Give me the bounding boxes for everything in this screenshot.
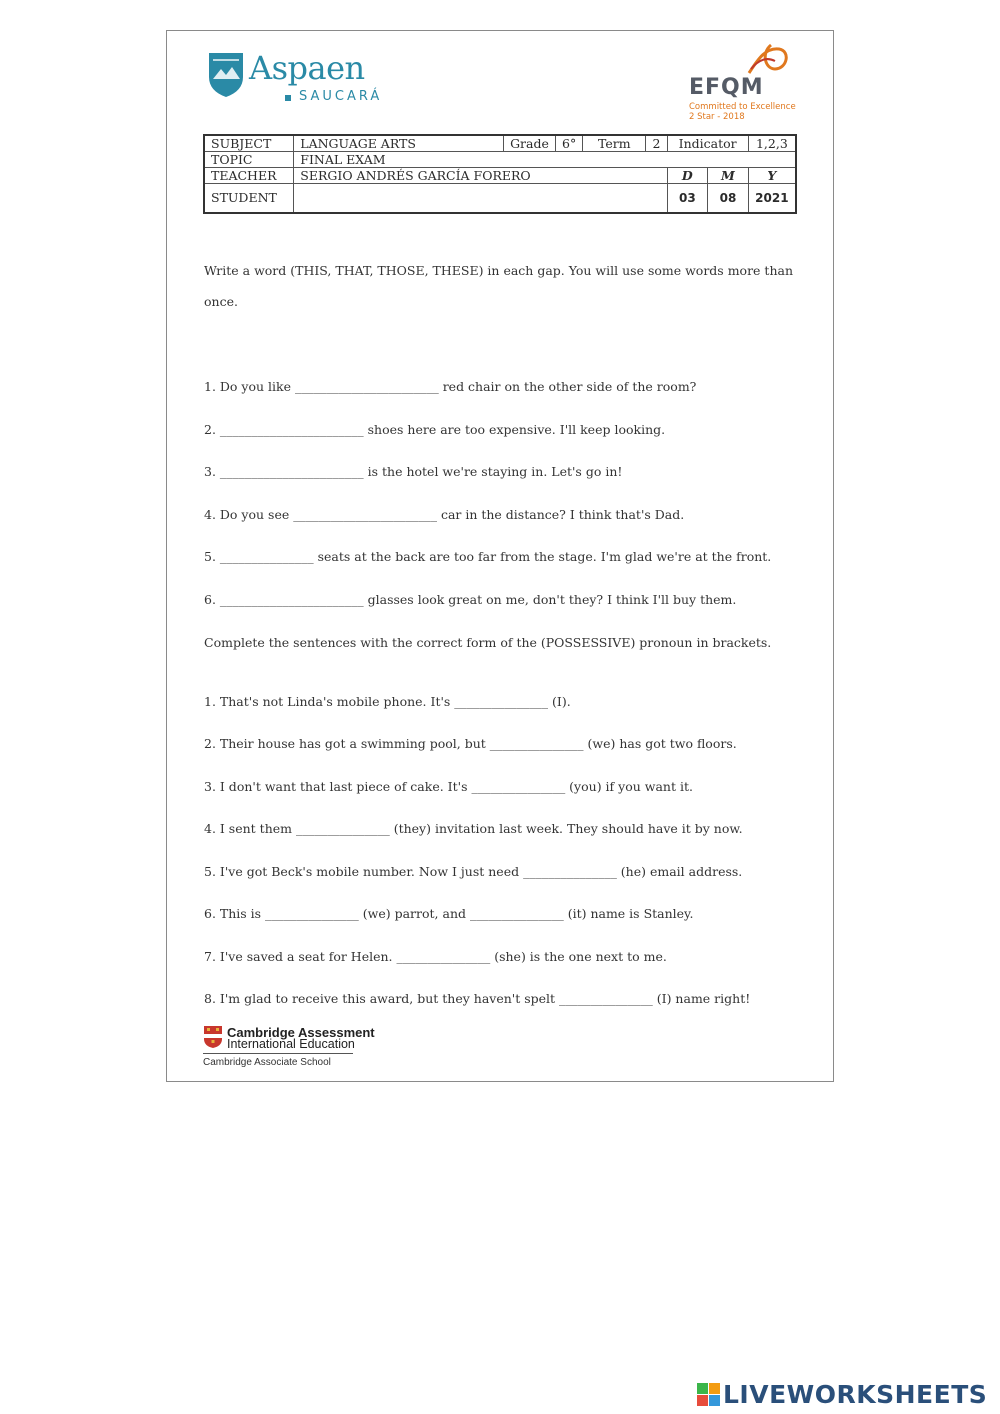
student-name-field[interactable] [294, 184, 667, 214]
exam-header-table [203, 134, 797, 214]
cambridge-shield-icon [203, 1025, 223, 1049]
efqm-tagline [689, 102, 796, 122]
year-label: Y [748, 168, 796, 184]
efqm-ribbon-icon [687, 39, 807, 79]
section2-instruction: Complete the sentences with the correct form of the (POSSESSIVE) pronoun in brackets. [204, 635, 772, 650]
section1-item: 3. _______________________ is the hotel we're staying in. Let's go in! [204, 464, 623, 479]
cambridge-subname: International Education [227, 1037, 355, 1051]
section2-item: 8. I'm glad to receive this award, but they haven't spelt _______________ (I) name right! [204, 991, 751, 1006]
section1-item: 2. _______________________ shoes here are too expensive. I'll keep looking. [204, 422, 666, 437]
section2-item: 6. This is _______________ (we) parrot, and _______________ (it) name is Stanley. [204, 906, 694, 921]
grade-value: 6° [555, 135, 582, 152]
section2-item: 3. I don't want that last piece of cake. It's _______________ (you) if you want it. [204, 779, 693, 794]
teacher-label: TEACHER [204, 168, 294, 184]
school-sub-dot [285, 95, 291, 101]
efqm-tag-line1: Committed to Excellence [689, 102, 796, 112]
indicator-label: Indicator [667, 135, 748, 152]
term-value: 2 [646, 135, 667, 152]
aspaen-logo [207, 49, 397, 109]
cambridge-logo [203, 1025, 403, 1071]
indicator-value: 1,2,3 [748, 135, 796, 152]
school-subname: SAUCARÁ [299, 89, 383, 104]
grade-label: Grade [503, 135, 555, 152]
topic-label: TOPIC [204, 152, 294, 168]
liveworksheets-logo [697, 1380, 997, 1410]
section1-instruction: Write a word (THIS, THAT, THOSE, THESE) in each gap. You will use some words more than once. [204, 263, 793, 309]
aspaen-shield-icon [207, 49, 245, 99]
subject-label: SUBJECT [204, 135, 294, 152]
section2-item: 2. Their house has got a swimming pool, but _______________ (we) has got two floors. [204, 736, 737, 751]
day-label: D [667, 168, 708, 184]
cambridge-divider [203, 1053, 353, 1054]
efqm-logo [687, 39, 807, 129]
month-label: M [708, 168, 749, 184]
worksheet-page [166, 30, 834, 1082]
date-year: 2021 [748, 184, 796, 214]
topic-value: FINAL EXAM [294, 152, 796, 168]
section1-item: 6. _______________________ glasses look great on me, don't they? I think I'll buy them. [204, 592, 737, 607]
efqm-name: EFQM [689, 75, 764, 100]
subject-value: LANGUAGE ARTS [294, 135, 504, 152]
term-label: Term [583, 135, 646, 152]
cambridge-associate: Cambridge Associate School [203, 1057, 331, 1068]
school-name: Aspaen [249, 49, 365, 87]
section2-item: 1. That's not Linda's mobile phone. It's _______________ (I). [204, 694, 571, 709]
teacher-value: SERGIO ANDRÉS GARCÍA FORERO [294, 168, 667, 184]
efqm-tag-line2: 2 Star - 2018 [689, 112, 745, 122]
section2-item: 4. I sent them _______________ (they) invitation last week. They should have it by now. [204, 821, 743, 836]
date-month: 08 [708, 184, 749, 214]
section1-item: 4. Do you see _______________________ car in the distance? I think that's Dad. [204, 507, 685, 522]
cambridge-name: Cambridge Assessment [227, 1025, 375, 1040]
liveworksheets-blocks-icon [697, 1383, 721, 1409]
liveworksheets-text: LIVEWORKSHEETS [723, 1380, 988, 1409]
section2-item: 7. I've saved a seat for Helen. _______________ (she) is the one next to me. [204, 949, 667, 964]
date-day: 03 [667, 184, 708, 214]
section1-item: 1. Do you like _______________________ red chair on the other side of the room? [204, 379, 697, 394]
student-label: STUDENT [204, 184, 294, 214]
section1-item: 5. _______________ seats at the back are too far from the stage. I'm glad we're at the front. [204, 549, 772, 564]
section2-item: 5. I've got Beck's mobile number. Now I just need _______________ (he) email address. [204, 864, 743, 879]
